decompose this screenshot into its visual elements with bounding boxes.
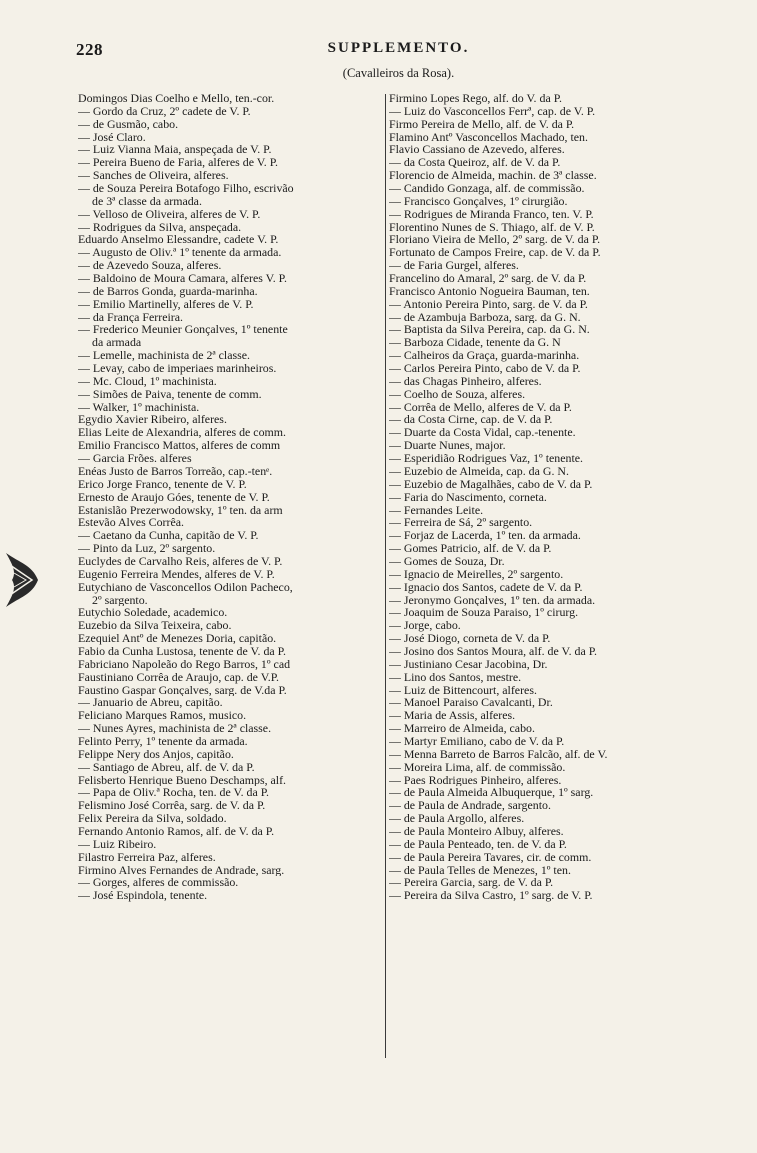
list-item: Felippe Nery dos Anjos, capitão. bbox=[78, 747, 234, 761]
list-item: — de Paula Argollo, alferes. bbox=[389, 812, 525, 825]
list-item: — Marreiro de Almeida, cabo. bbox=[389, 722, 535, 735]
list-item: — das Chagas Pinheiro, alferes. bbox=[389, 374, 542, 388]
list-item: — Martyr Emiliano, cabo de V. da P. bbox=[389, 734, 565, 748]
list-item: Domingos Dias Coelho e Mello, ten.-cor. bbox=[78, 92, 275, 105]
list-item: — Calheiros da Graça, guarda-marinha. bbox=[389, 349, 580, 363]
list-item: — Januario de Abreu, capitão. bbox=[78, 696, 223, 710]
list-item: Elias Leite de Alexandria, alferes de comm. bbox=[78, 426, 286, 440]
list-item: Felisberto Henrique Bueno Deschamps, alf. bbox=[78, 773, 287, 787]
list-item: Euclydes de Carvalho Reis, alferes de V. P. bbox=[78, 554, 283, 568]
list-item: Euzebio da Silva Teixeira, cabo. bbox=[78, 619, 232, 633]
list-item: — Mc. Cloud, 1º machinista. bbox=[78, 374, 217, 388]
list-item: — José Diogo, corneta de V. da P. bbox=[389, 632, 551, 645]
list-item: — Santiago de Abreu, alf. de V. da P. bbox=[78, 760, 255, 774]
list-item: — Barboza Cidade, tenente da G. N bbox=[389, 336, 561, 350]
list-item: — de Paula Pereira Tavares, cir. de comm. bbox=[389, 850, 592, 864]
list-item: Floriano Vieira de Mello, 2º sarg. de V. da P. bbox=[389, 233, 601, 247]
list-item: Felismino José Corrêa, sarg. de V. da P. bbox=[78, 799, 266, 813]
list-item: Francisco Antonio Nogueira Bauman, ten. bbox=[389, 284, 590, 298]
list-item: — Lemelle, machinista de 2ª classe. bbox=[78, 349, 251, 363]
list-item: — da França Ferreira. bbox=[78, 310, 183, 324]
list-item: — Luiz Vianna Maia, anspeçada de V. P. bbox=[78, 143, 272, 157]
right-column bbox=[389, 92, 707, 902]
list-item: — Pinto da Luz, 2º sargento. bbox=[78, 542, 216, 555]
list-item: — Luiz de Bittencourt, alferes. bbox=[389, 683, 537, 697]
list-item: Felinto Perry, 1º tenente da armada. bbox=[78, 734, 248, 748]
list-item: Fernando Antonio Ramos, alf. de V. da P. bbox=[78, 824, 275, 838]
list-item: Florentino Nunes de S. Thiago, alf. de V. P. bbox=[389, 220, 595, 234]
list-item: — Manoel Paraiso Cavalcanti, Dr. bbox=[389, 696, 553, 710]
list-item: — Ferreira de Sá, 2º sargento. bbox=[389, 516, 533, 530]
page-number: 228 bbox=[76, 40, 103, 59]
list-item: Firmino Lopes Rego, alf. do V. da P. bbox=[389, 92, 562, 105]
list-item: Emilio Francisco Mattos, alferes de comm bbox=[78, 439, 281, 453]
list-item: — Joaquim de Souza Paraiso, 1º cirurg. bbox=[389, 606, 579, 620]
list-item: — Euzebio de Magalhães, cabo de V. da P. bbox=[389, 477, 593, 491]
list-item: — Corrêa de Mello, alferes de V. da P. bbox=[389, 400, 572, 414]
list-item: — Pereira Bueno de Faria, alferes de V. P. bbox=[78, 156, 278, 170]
list-item: Flavio Cassiano de Azevedo, alferes. bbox=[389, 143, 565, 157]
list-item: — de Paula Penteado, ten. de V. da P. bbox=[389, 837, 567, 851]
list-item: — Justiniano Cesar Jacobina, Dr. bbox=[389, 657, 548, 671]
list-item: — Ignacio de Meirelles, 2º sargento. bbox=[389, 567, 564, 581]
list-item: — Menna Barreto de Barros Falcão, alf. de V. bbox=[389, 747, 608, 761]
list-item: — Jeronymo Gonçalves, 1º ten. da armada. bbox=[389, 593, 596, 607]
list-item: Faustino Gaspar Gonçalves, sarg. de V.da P. bbox=[78, 683, 287, 697]
list-item: — Baptista da Silva Pereira, cap. da G. N. bbox=[389, 323, 590, 337]
list-item: — Gomes de Souza, Dr. bbox=[389, 554, 505, 568]
list-item: — Caetano da Cunha, capitão de V. P. bbox=[78, 529, 259, 543]
list-item: Fabio da Cunha Lustosa, tenente de V. da P. bbox=[78, 644, 286, 658]
list-item: Estevão Alves Corrêa. bbox=[78, 516, 184, 530]
section-subtitle: (Cavalleiros da Rosa). bbox=[342, 66, 455, 80]
list-item: Egydio Xavier Ribeiro, alferes. bbox=[78, 413, 227, 427]
list-item: Eduardo Anselmo Elessandre, cadete V. P. bbox=[78, 233, 279, 247]
list-item: Firmo Pereira de Mello, alf. de V. da P. bbox=[389, 117, 575, 131]
list-item: 2º sargento. bbox=[92, 593, 148, 607]
list-item: — Gomes Patricio, alf. de V. da P. bbox=[389, 542, 552, 555]
list-item: — Lino dos Santos, mestre. bbox=[389, 670, 522, 684]
list-item: — de Barros Gonda, guarda-marinha. bbox=[78, 284, 258, 298]
list-item: — José Claro. bbox=[78, 130, 146, 144]
list-item: Enéas Justo de Barros Torreão, cap.-tenᵉ. bbox=[78, 464, 273, 478]
list-item: — Forjaz de Lacerda, 1º ten. da armada. bbox=[389, 529, 581, 543]
list-item: — Euzebio de Almeida, cap. da G. N. bbox=[389, 464, 569, 478]
left-column bbox=[78, 92, 385, 902]
list-item: — de Souza Pereira Botafogo Filho, escrivão bbox=[78, 182, 294, 195]
list-item: — Luiz do Vasconcellos Ferrª, cap. de V. P. bbox=[389, 104, 596, 118]
list-item: — Jorge, cabo. bbox=[389, 619, 461, 633]
list-item: Eutychio Soledade, academico. bbox=[78, 606, 228, 620]
list-item: — Francisco Gonçalves, 1º cirurgião. bbox=[389, 194, 568, 208]
list-item: — Rodrigues de Miranda Franco, ten. V. P. bbox=[389, 207, 594, 221]
list-item: — de Gusmão, cabo. bbox=[78, 117, 179, 131]
list-item: Flamino Antº Vasconcellos Machado, ten. bbox=[389, 130, 588, 144]
list-item: Eutychiano de Vasconcellos Odilon Pacheco, bbox=[78, 580, 293, 594]
list-item: Felix Pereira da Silva, soldado. bbox=[78, 812, 227, 825]
list-item: — Carlos Pereira Pinto, cabo de V. da P. bbox=[389, 362, 581, 375]
list-item: — Pereira Garcia, sarg. de V. da P. bbox=[389, 876, 554, 890]
list-item: — Walker, 1º machinista. bbox=[78, 400, 200, 414]
list-item: Faustiniano Corrêa de Araujo, cap. de V.P. bbox=[78, 670, 280, 684]
list-item: — Josino dos Santos Moura, alf. de V. da P. bbox=[389, 644, 597, 658]
list-item: da armada bbox=[92, 336, 142, 350]
list-item: — Pereira da Silva Castro, 1º sarg. de V. P. bbox=[389, 889, 593, 903]
list-item: Ernesto de Araujo Góes, tenente de V. P. bbox=[78, 490, 270, 504]
list-item: — Garcia Frões. alferes bbox=[78, 452, 192, 465]
list-item: — Duarte da Costa Vidal, cap.-tenente. bbox=[389, 426, 576, 440]
list-item: Florencio de Almeida, machin. de 3ª classe. bbox=[389, 169, 597, 183]
list-item: Estanislão Prezerwodowsky, 1º ten. da arm bbox=[78, 503, 283, 517]
column-divider bbox=[385, 94, 386, 1058]
list-item: — José Espindola, tenente. bbox=[78, 889, 208, 903]
list-item: — Velloso de Oliveira, alferes de V. P. bbox=[78, 207, 261, 221]
list-item: — Paes Rodrigues Pinheiro, alferes. bbox=[389, 773, 562, 787]
list-item: — Simões de Paiva, tenente de comm. bbox=[78, 387, 262, 401]
list-item: — Fernandes Leite. bbox=[389, 503, 484, 517]
list-item: — Antonio Pereira Pinto, sarg. de V. da P. bbox=[389, 297, 588, 311]
list-item: — Augusto de Oliv.ª 1º tenente da armada. bbox=[78, 246, 282, 260]
list-item: — Nunes Ayres, machinista de 2ª classe. bbox=[78, 722, 272, 735]
list-item: — Sanches de Oliveira, alferes. bbox=[78, 169, 229, 183]
running-head-title: SUPPLEMENTO. bbox=[327, 40, 470, 56]
list-item: Fabriciano Napoleão do Rego Barros, 1º cad bbox=[78, 657, 291, 671]
list-item: — Rodrigues da Silva, anspeçada. bbox=[78, 220, 242, 234]
list-item: — da Costa Queiroz, alf. de V. da P. bbox=[389, 156, 561, 170]
list-item: — Faria do Nascimento, corneta. bbox=[389, 490, 547, 504]
list-item: — de Faria Gurgel, alferes. bbox=[389, 259, 519, 273]
list-item: — da Costa Cirne, cap. de V. da P. bbox=[389, 413, 553, 427]
list-item: — Gordo da Cruz, 2º cadete de V. P. bbox=[78, 104, 251, 118]
list-item: — Maria de Assis, alferes. bbox=[389, 709, 516, 723]
list-item: — Gorges, alferes de commissão. bbox=[78, 876, 239, 890]
list-item: — de Paula Monteiro Albuy, alferes. bbox=[389, 824, 564, 838]
list-item: — de Paula Telles de Menezes, 1º ten. bbox=[389, 863, 571, 877]
list-item: — Emilio Martinelly, alferes de V. P. bbox=[78, 297, 254, 311]
list-item: — Papa de Oliv.ª Rocha, ten. de V. da P. bbox=[78, 786, 269, 800]
list-item: — Baldoino de Moura Camara, alferes V. P. bbox=[78, 272, 287, 285]
list-item: Eugenio Ferreira Mendes, alferes de V. P. bbox=[78, 567, 275, 581]
list-item: Francelino do Amaral, 2º sarg. de V. da P. bbox=[389, 272, 587, 285]
list-item: — de Paula de Andrade, sargento. bbox=[389, 799, 551, 813]
list-item: — Frederico Meunier Gonçalves, 1º tenente bbox=[78, 323, 288, 337]
list-item: Filastro Ferreira Paz, alferes. bbox=[78, 850, 216, 864]
list-item: — de Azambuja Barboza, sarg. da G. N. bbox=[389, 310, 581, 324]
list-item: — Ignacio dos Santos, cadete de V. da P. bbox=[389, 580, 583, 594]
list-item: Firmino Alves Fernandes de Andrade, sarg. bbox=[78, 863, 285, 877]
list-item: — Levay, cabo de imperiaes marinheiros. bbox=[78, 362, 277, 375]
list-item: — Coelho de Souza, alferes. bbox=[389, 387, 526, 401]
list-item: Ezequiel Antº de Menezes Doria, capitão. bbox=[78, 632, 277, 645]
list-item: — Luiz Ribeiro. bbox=[78, 837, 157, 851]
list-item: — de Paula Almeida Albuquerque, 1º sarg. bbox=[389, 786, 594, 800]
binding-ornament bbox=[2, 545, 42, 615]
list-item: Feliciano Marques Ramos, musico. bbox=[78, 709, 247, 723]
list-item: — de Azevedo Souza, alferes. bbox=[78, 259, 222, 273]
list-item: Fortunato de Campos Freire, cap. de V. da P. bbox=[389, 246, 601, 260]
list-item: — Esperidião Rodrigues Vaz, 1º tenente. bbox=[389, 452, 583, 465]
list-item: — Moreira Lima, alf. de commissão. bbox=[389, 760, 566, 774]
list-item: Erico Jorge Franco, tenente de V. P. bbox=[78, 477, 247, 491]
list-item: de 3ª classe da armada. bbox=[92, 194, 202, 208]
list-item: — Candido Gonzaga, alf. de commissão. bbox=[389, 182, 585, 195]
list-item: — Duarte Nunes, major. bbox=[389, 439, 506, 453]
